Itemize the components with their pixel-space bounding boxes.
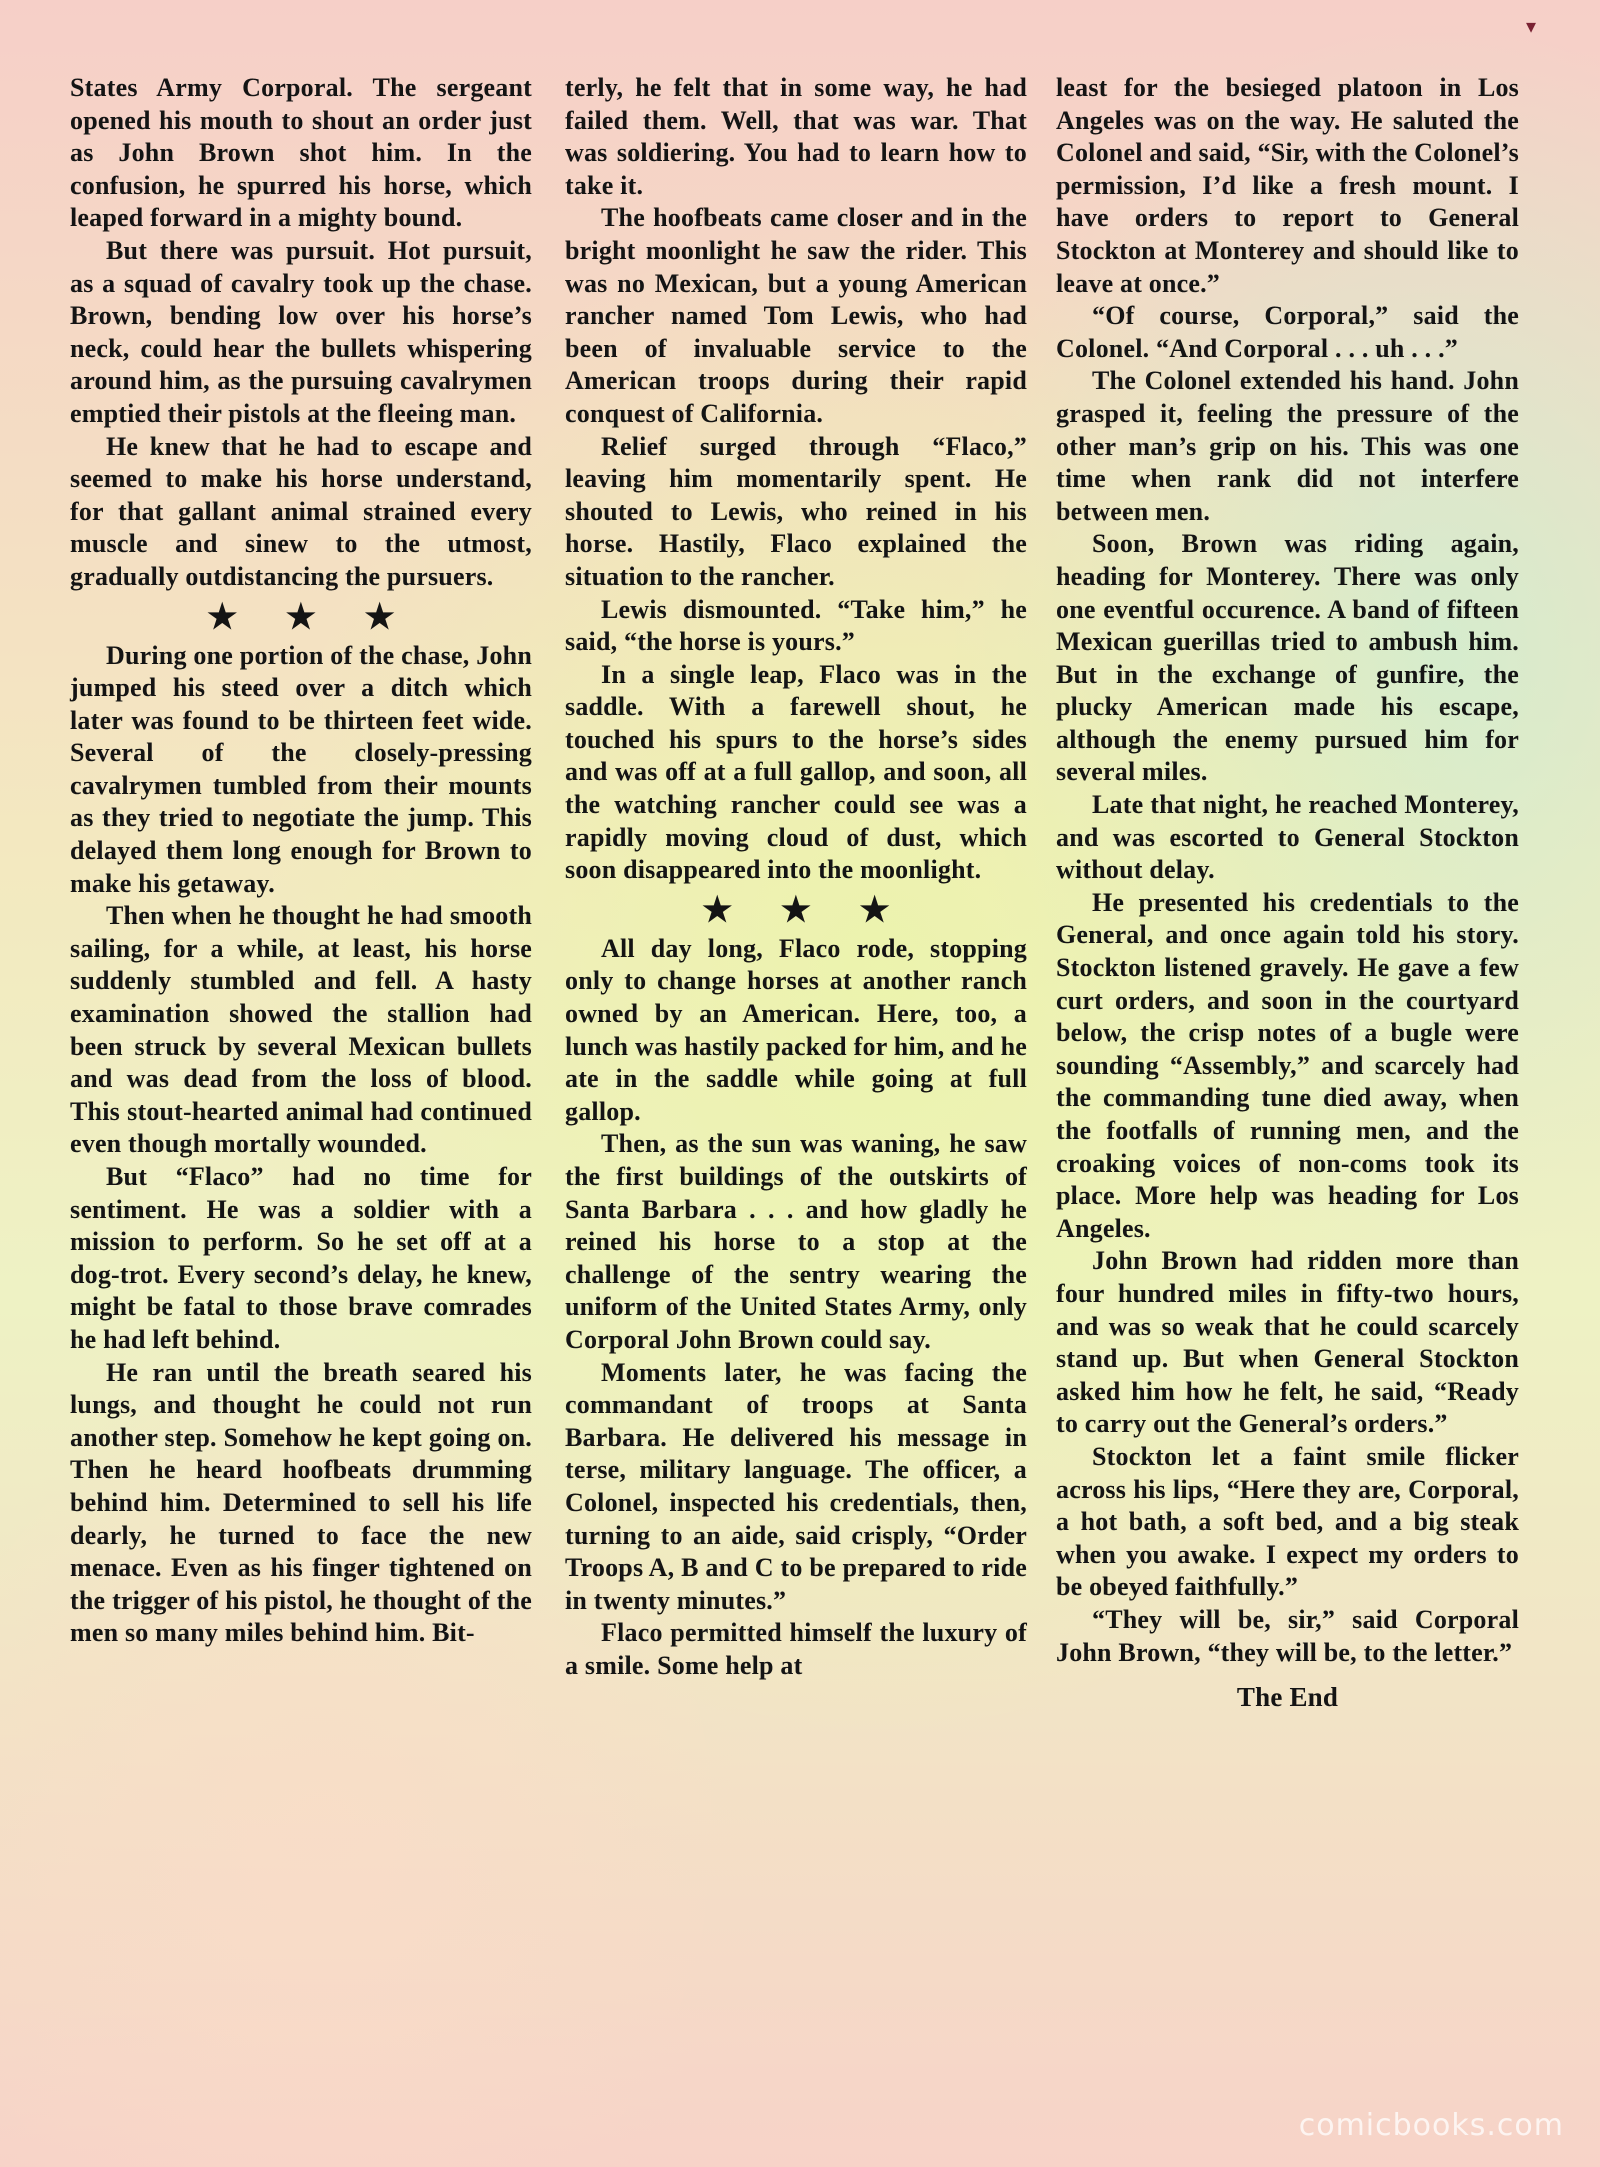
- paragraph: terly, he felt that in some way, he had failed them. Well, that was war. That was soldiering. You had to learn how to take it.: [565, 73, 1027, 200]
- star-icon: ★: [285, 598, 317, 636]
- paragraph: But “Flaco” had no time for sentiment. He was a soldier with a mission to perform. So he set off at a dog-trot. Every second’s delay, he knew, might be fatal to those brave comrades he had left behind.: [70, 1162, 532, 1354]
- paragraph: Relief surged through “Flaco,” leaving him momentarily spent. He shouted to Lewis, who reined in his horse. Hastily, Flaco explained the situation to the rancher.: [565, 431, 1027, 591]
- paragraph: Stockton let a faint smile flicker across his lips, “Here they are, Corporal, a hot bath, a soft bed, and a big steak when you awake. I expect my orders to be obeyed faithfully.”: [1056, 1441, 1519, 1602]
- paragraph: The hoofbeats came closer and in the bright moonlight he saw the rider. This was no Mexican, but a young American rancher named Tom Lewis, who had been of invaluable service to the American troops during their rapid conquest of California.: [565, 203, 1027, 428]
- watermark: comicbooks.com: [1298, 2108, 1564, 2143]
- paragraph: In a single leap, Flaco was in the saddle. With a farewell shout, he touched his spurs to the horse’s sides and was off at a full gallop, and soon, all the watching rancher could see was a rapidly moving cloud of dust, which soon disappeared into the moonlight.: [565, 659, 1027, 885]
- the-end-label: The End: [1236, 1682, 1339, 1713]
- paragraph: Soon, Brown was riding again, heading for Monterey. There was only one eventful occurence. A band of fifteen Mexican guerillas tried to ambush him. But in the exchange of gunfire, the plucky American made his escape, although the enemy pursued him for several miles.: [1056, 529, 1519, 787]
- star-icon: ★: [206, 598, 238, 636]
- paragraph: He knew that he had to escape and seemed to make his horse understand, for that gallant animal strained every muscle and sinew to the utmost, gradually outdistancing the pursuers.: [70, 431, 532, 591]
- paragraph: All day long, Flaco rode, stopping only to change horses at another ranch owned by an American. Here, too, a lunch was hastily packed for him, and he ate in the saddle while going at full gallop.: [565, 933, 1027, 1126]
- star-icon: ★: [780, 891, 812, 929]
- article-column-1: [70, 72, 532, 1650]
- paragraph: Lewis dismounted. “Take him,” he said, “the horse is yours.”: [565, 594, 1027, 657]
- paragraph: States Army Corporal. The sergeant opened his mouth to shout an order just as John Brown shot him. In the confusion, he spurred his horse, which leaped forward in a mighty bound.: [70, 73, 532, 233]
- paragraph: Then when he thought he had smooth sailing, for a while, at least, his horse suddenly stumbled and fell. A hasty examination showed the stallion had been struck by several Mexican bullets and was dead from the loss of blood. This stout-hearted animal had continued even though mortally wounded.: [70, 901, 532, 1159]
- paragraph: Then, as the sun was waning, he saw the first buildings of the outskirts of Santa Barbara . . . and how gladly he reined his horse to a stop at the challenge of the sentry wearing the uniform of the United States Army, only Corporal John Brown could say.: [565, 1129, 1027, 1354]
- page-corner-mark: ▾: [1525, 16, 1536, 38]
- paragraph: The Colonel extended his hand. John grasped it, feeling the pressure of the other man’s grip on his. This was one time when rank did not interfere between men.: [1056, 366, 1519, 526]
- paragraph: John Brown had ridden more than four hundred miles in fifty-two hours, and was so weak that he could scarcely stand up. But when General Stockton asked him how he felt, he said, “Ready to carry out the General’s orders.”: [1056, 1246, 1519, 1439]
- section-separator: [70, 596, 532, 640]
- star-icon: ★: [364, 598, 396, 636]
- article-column-2: [565, 72, 1027, 1683]
- star-icon: ★: [859, 891, 891, 929]
- article-column-3: [1056, 72, 1519, 1714]
- paragraph: But there was pursuit. Hot pursuit, as a squad of cavalry took up the chase. Brown, bending low over his horse’s neck, could hear the bullets whispering around him, as the pursuing cavalrymen emptied their pistols at the fleeing man.: [70, 235, 532, 428]
- section-separator: [565, 889, 1027, 933]
- paragraph: Moments later, he was facing the commandant of troops at Santa Barbara. He delivered his message in terse, military language. The officer, a Colonel, inspected his credentials, then, turning to an aide, said crisply, “Order Troops A, B and C to be prepared to ride in twenty minutes.”: [565, 1357, 1027, 1615]
- paragraph: During one portion of the chase, John jumped his steed over a ditch which later was found to be thirteen feet wide. Several of the closely-pressing cavalrymen tumbled from their mounts as they tried to negotiate the jump. This delayed them long enough for Brown to make his getaway.: [70, 640, 532, 898]
- paragraph: “Of course, Corporal,” said the Colonel. “And Corporal . . . uh . . .”: [1056, 301, 1519, 363]
- paragraph: “They will be, sir,” said Corporal John Brown, “they will be, to the letter.”: [1056, 1604, 1519, 1667]
- paragraph: He presented his credentials to the General, and once again told his story. Stockton listened gravely. He gave a few curt orders, and soon in the courtyard below, the crisp notes of a bugle were sounding “Assembly,” and scarcely had the commanding tune died away, when the footfalls of running men, and the croaking voices of non-coms took its place. More help was heading for Los Angeles.: [1056, 887, 1519, 1243]
- paragraph: Flaco permitted himself the luxury of a smile. Some help at: [565, 1618, 1027, 1680]
- paragraph: Late that night, he reached Monterey, and was escorted to General Stockton without delay.: [1056, 790, 1519, 885]
- star-icon: ★: [701, 891, 733, 929]
- paragraph: least for the besieged platoon in Los Angeles was on the way. He saluted the Colonel and said, “Sir, with the Colonel’s permission, I’d like a fresh mount. I have orders to report to General Stockton at Monterey and should like to leave at once.”: [1056, 73, 1519, 298]
- paragraph: He ran until the breath seared his lungs, and thought he could not run another step. Somehow he kept going on. Then he heard hoofbeats drumming behind him. Determined to sell his life dearly, he turned to face the new menace. Even as his finger tightened on the trigger of his pistol, he thought of the men so many miles behind him. Bit-: [70, 1357, 532, 1648]
